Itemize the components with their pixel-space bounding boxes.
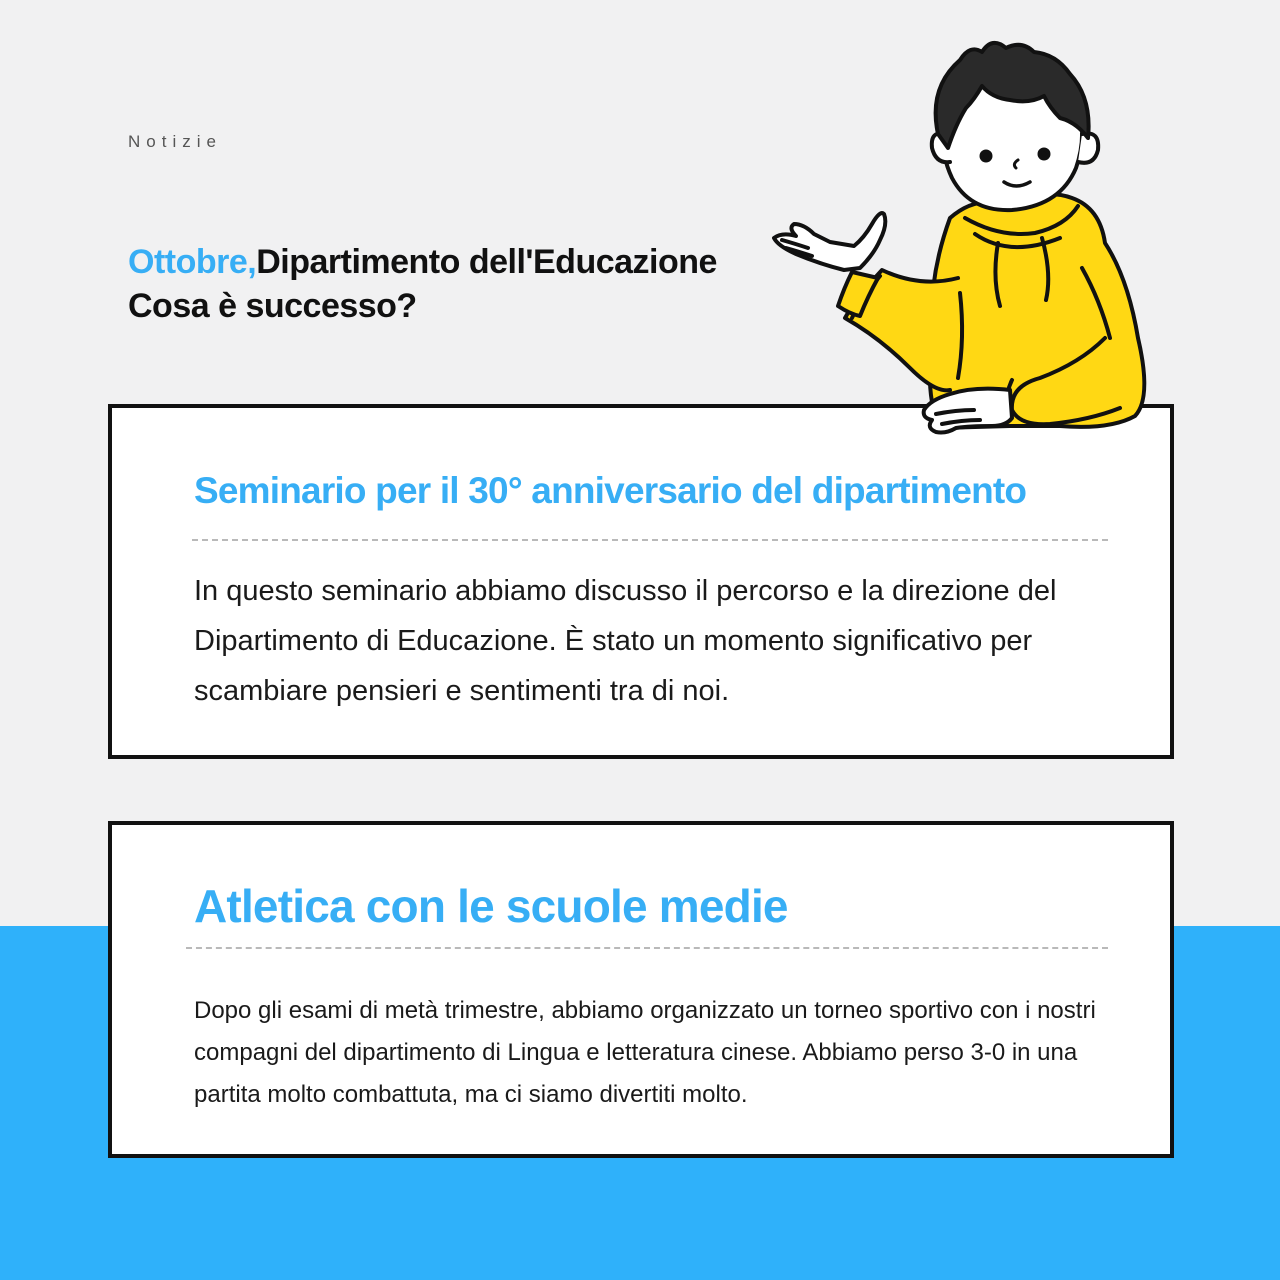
dashed-divider bbox=[192, 539, 1108, 541]
title-question: Cosa è successo? bbox=[128, 287, 417, 325]
page-title bbox=[128, 240, 717, 328]
title-month: Ottobre, bbox=[128, 243, 257, 281]
card-title: Seminario per il 30° anniversario del dipartimento bbox=[194, 470, 1027, 511]
dashed-divider bbox=[186, 947, 1108, 949]
card-title: Atletica con le scuole medie bbox=[194, 880, 788, 932]
section-label: Notizie bbox=[128, 132, 222, 151]
news-card-seminar bbox=[108, 404, 1174, 759]
boy-presenting-icon bbox=[760, 38, 1160, 448]
title-department: Dipartimento dell'Educazione bbox=[256, 243, 717, 281]
card-body: Dopo gli esami di metà trimestre, abbiamo organizzato un torneo sportivo con i nostri compagni del dipartimento di Lingua e letteratura cinese. Abbiamo perso 3-0 in una partita molto combattuta, ma ci siamo divertiti molto. bbox=[194, 997, 1096, 1108]
news-card-athletics bbox=[108, 821, 1174, 1158]
card-body: In questo seminario abbiamo discusso il percorso e la direzione del Dipartimento di Educazione. È stato un momento significativo per scambiare pensieri e sentimenti tra di noi. bbox=[194, 575, 1057, 707]
